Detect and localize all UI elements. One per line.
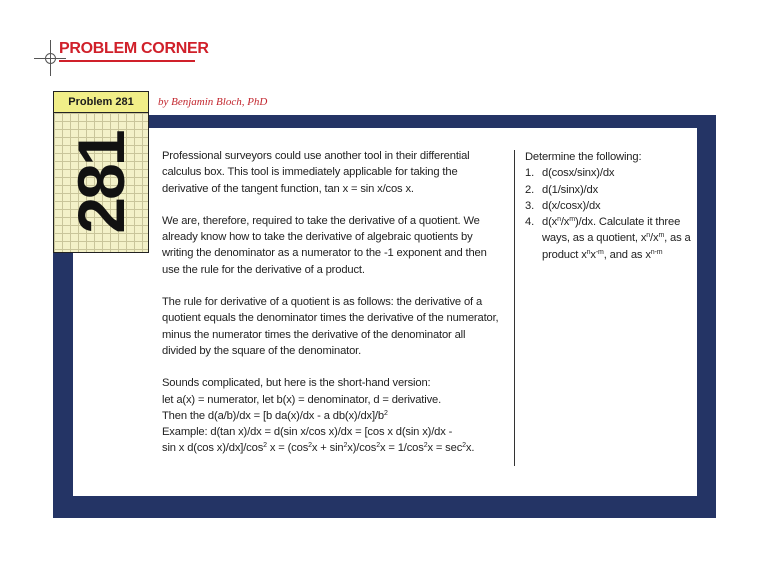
section-title: PROBLEM CORNER — [59, 40, 209, 57]
paragraph-shorthand — [162, 375, 502, 456]
example-line-2: sin x d(cos $x)/dx]/\cos^2$ $x = (\cos^2x + \sin^2x)/\cos^2x = 1/\cos^2x = \sec^2x$. — [162, 442, 475, 455]
exercise-list — [525, 165, 693, 263]
column-divider — [514, 150, 515, 466]
problem-number: 281 — [64, 131, 138, 234]
exercise-item: 1. d(cosx/sinx)/dx — [525, 167, 615, 180]
paragraph-quotient: We are, therefore, required to take the derivative of a quotient. We already know how to take the derivative of algebraic quotients by writing the denominator as a numerator to the -1 exponent and then use the rule for the derivative of a product. — [162, 214, 487, 276]
exercise-sidebar — [525, 149, 693, 263]
shorthand-line-1: Sounds complicated, but here is the short-hand version: — [162, 377, 431, 390]
exercise-item: 2. d(1/sinx)/dx — [525, 183, 599, 196]
exercise-heading: Determine the following: — [525, 151, 642, 163]
shorthand-line-2: let a(x) = numerator, let b(x) = denominator, d = derivative. — [162, 393, 442, 406]
paragraph-intro: Professional surveyors could use another tool in their differential calculus box. This tool is immediately applicable for taking the derivative of the tangent function, tan x = sin x/cos x. — [162, 150, 470, 195]
exponent: 2 — [383, 409, 388, 417]
problem-tab: Problem 281 — [53, 91, 149, 113]
exercise-item: 4. $d(x^n/x^m)/dx$. Calculate it three ways, as a quotient, $x^n/x^m$, as a product $x^nx^{-m}$, and as $x^{n-m}$ — [525, 216, 691, 261]
example-line-1: Example: d(tan x)/dx = d(sin x/cos x)/dx = [cos x d(sin x)/dx - — [162, 426, 453, 439]
author-byline: by Benjamin Bloch, PhD — [158, 96, 268, 108]
shorthand-line-3: Then the d(a/b)/dx = [b da(x)/dx - a db(x)/dx]/b — [162, 409, 384, 422]
article-body — [162, 148, 502, 457]
problem-number-box — [53, 113, 149, 253]
registration-mark-circle-icon — [45, 53, 56, 64]
exercise-item: 3. d(x/cosx)/dx — [525, 199, 601, 212]
paragraph-rule: The rule for derivative of a quotient is as follows: the derivative of a quotient equals the denominator times the derivative of the numerator, minus the numerator times the derivative of the denominator all divided by the square of the denominator. — [162, 296, 499, 357]
title-underline — [59, 60, 195, 62]
